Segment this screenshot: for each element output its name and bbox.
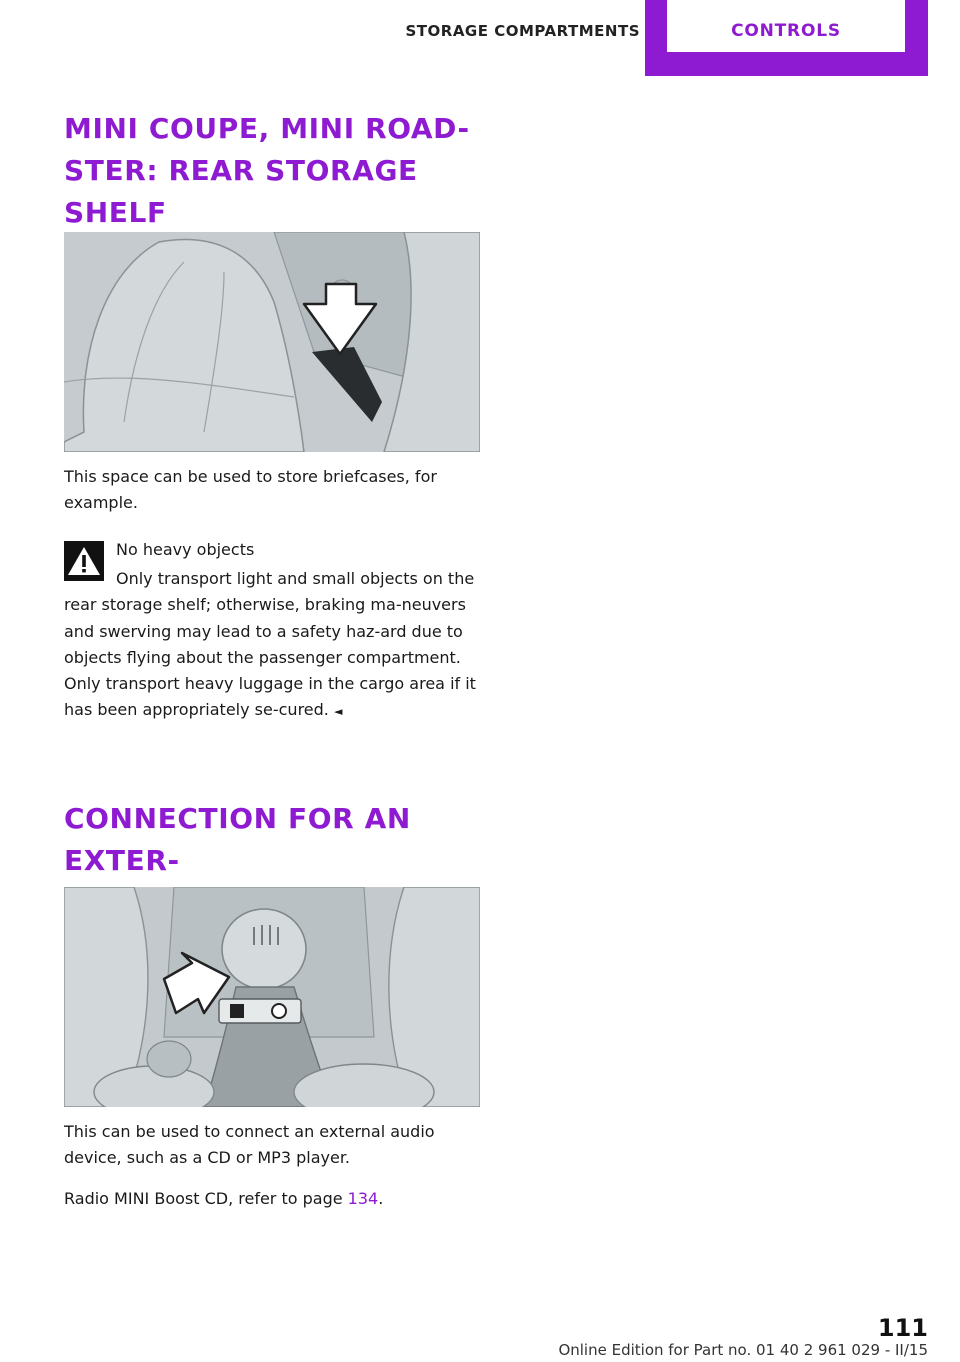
- warning-title: No heavy objects: [116, 540, 255, 559]
- rear-storage-shelf-drawing: [64, 232, 480, 452]
- warning-body-text: Only transport light and small objects on the rear storage shelf; otherwise, braking ma-neuvers and swerving may lead to a safety haz-ard due to objects flying about the passenger compartment. Only transport heavy luggage in the cargo area if it has been appropriately se-cured.: [64, 569, 476, 720]
- external-audio-connection-illustration: [64, 887, 480, 1107]
- chapter-tab: [645, 0, 928, 76]
- rear-storage-shelf-description: This space can be used to store briefcases, for example.: [64, 467, 437, 512]
- end-of-warning-mark: ◄: [333, 705, 343, 719]
- chapter-tab-label: CONTROLS: [731, 21, 841, 41]
- online-edition-footer: Online Edition for Part no. 01 40 2 961 029 - II/15: [558, 1341, 928, 1359]
- rear-storage-shelf-illustration: [64, 232, 480, 452]
- external-audio-connection-drawing: [64, 887, 480, 1107]
- page-reference-link[interactable]: 134: [347, 1189, 379, 1208]
- chapter-tab-inner: [667, 0, 905, 52]
- radio-reference-text: Radio MINI Boost CD, refer to page: [64, 1189, 348, 1208]
- heading-rear-storage-shelf-text: MINI COUPE, MINI ROAD- STER: REAR STORAGE SHELF: [64, 112, 470, 229]
- radio-reference: [64, 1186, 484, 1212]
- page-number: 111: [877, 1314, 928, 1342]
- heading-external-audio-device-text: CONNECTION FOR AN EXTER-: [64, 802, 411, 877]
- running-header-section: STORAGE COMPARTMENTS: [405, 22, 640, 40]
- warning-body: [64, 566, 496, 726]
- radio-reference-suffix: .: [378, 1189, 384, 1208]
- external-audio-description: This can be used to connect an external audio device, such as a CD or MP3 player.: [64, 1122, 435, 1167]
